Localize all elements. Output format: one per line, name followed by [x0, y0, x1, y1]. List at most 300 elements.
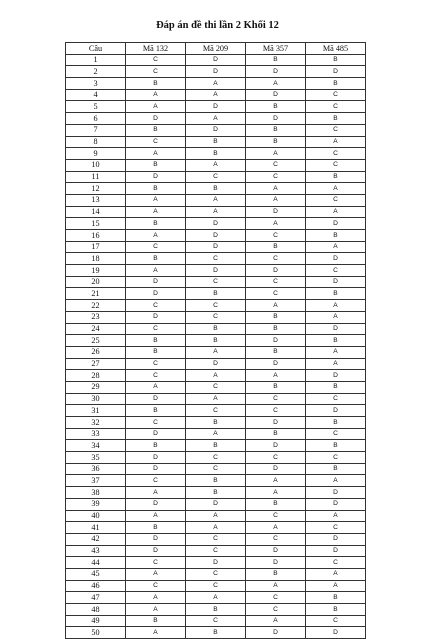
- answer-cell-code-209: C: [186, 580, 246, 592]
- answer-cell-code-132: C: [126, 417, 186, 429]
- answer-cell-code-357: A: [246, 487, 306, 499]
- question-number-cell: 2: [66, 66, 126, 78]
- question-number-cell: 5: [66, 101, 126, 113]
- answer-cell-code-485: D: [306, 487, 366, 499]
- table-row: [66, 335, 366, 347]
- answer-cell-code-209: A: [186, 346, 246, 358]
- table-row: [66, 323, 366, 335]
- answer-cell-code-357: A: [246, 580, 306, 592]
- answer-cell-code-209: D: [186, 265, 246, 277]
- answer-cell-code-209: B: [186, 417, 246, 429]
- answer-cell-code-357: B: [246, 346, 306, 358]
- answer-cell-code-209: D: [186, 230, 246, 242]
- answer-cell-code-132: B: [126, 124, 186, 136]
- answer-cell-code-209: D: [186, 54, 246, 66]
- answer-cell-code-485: C: [306, 522, 366, 534]
- answer-cell-code-357: C: [246, 592, 306, 604]
- table-row: [66, 592, 366, 604]
- table-row: [66, 452, 366, 464]
- answer-cell-code-357: C: [246, 276, 306, 288]
- answer-cell-code-485: B: [306, 335, 366, 347]
- answer-cell-code-485: B: [306, 288, 366, 300]
- answer-cell-code-485: D: [306, 323, 366, 335]
- answer-cell-code-357: A: [246, 370, 306, 382]
- question-number-cell: 33: [66, 428, 126, 440]
- answer-cell-code-209: D: [186, 101, 246, 113]
- answer-cell-code-357: B: [246, 568, 306, 580]
- table-row: [66, 78, 366, 90]
- answer-cell-code-485: B: [306, 78, 366, 90]
- question-number-cell: 48: [66, 604, 126, 616]
- answer-cell-code-132: C: [126, 557, 186, 569]
- answer-cell-code-132: D: [126, 452, 186, 464]
- answer-cell-code-132: D: [126, 288, 186, 300]
- table-row: [66, 300, 366, 312]
- answer-cell-code-132: C: [126, 66, 186, 78]
- table-row: [66, 241, 366, 253]
- answer-cell-code-132: D: [126, 171, 186, 183]
- question-number-cell: 29: [66, 381, 126, 393]
- answer-cell-code-209: A: [186, 522, 246, 534]
- column-header-code-485: Mã 485: [306, 43, 366, 55]
- question-number-cell: 38: [66, 487, 126, 499]
- answer-cell-code-357: B: [246, 428, 306, 440]
- answer-cell-code-209: A: [186, 510, 246, 522]
- answer-cell-code-357: C: [246, 604, 306, 616]
- question-number-cell: 18: [66, 253, 126, 265]
- table-row: [66, 463, 366, 475]
- table-row: [66, 393, 366, 405]
- answer-cell-code-209: C: [186, 381, 246, 393]
- answer-cell-code-209: B: [186, 288, 246, 300]
- answer-cell-code-132: D: [126, 498, 186, 510]
- answer-cell-code-485: D: [306, 66, 366, 78]
- answer-cell-code-357: D: [246, 113, 306, 125]
- table-row: [66, 370, 366, 382]
- answer-cell-code-132: A: [126, 627, 186, 639]
- answer-cell-code-209: C: [186, 452, 246, 464]
- answer-key-table: [65, 42, 366, 639]
- answer-cell-code-132: B: [126, 522, 186, 534]
- answer-cell-code-209: B: [186, 183, 246, 195]
- answer-cell-code-485: C: [306, 89, 366, 101]
- answer-cell-code-485: D: [306, 498, 366, 510]
- answer-cell-code-485: A: [306, 300, 366, 312]
- column-header-code-209: Mã 209: [186, 43, 246, 55]
- answer-cell-code-485: B: [306, 230, 366, 242]
- answer-cell-code-132: C: [126, 54, 186, 66]
- answer-cell-code-485: D: [306, 276, 366, 288]
- table-row: [66, 276, 366, 288]
- answer-cell-code-209: D: [186, 66, 246, 78]
- question-number-cell: 49: [66, 615, 126, 627]
- question-number-cell: 50: [66, 627, 126, 639]
- table-row: [66, 89, 366, 101]
- answer-cell-code-357: A: [246, 148, 306, 160]
- answer-cell-code-132: A: [126, 101, 186, 113]
- question-number-cell: 9: [66, 148, 126, 160]
- answer-cell-code-209: C: [186, 311, 246, 323]
- answer-cell-code-132: C: [126, 323, 186, 335]
- answer-cell-code-485: D: [306, 370, 366, 382]
- answer-cell-code-132: A: [126, 206, 186, 218]
- answer-cell-code-485: A: [306, 346, 366, 358]
- answer-cell-code-357: C: [246, 253, 306, 265]
- answer-cell-code-209: B: [186, 335, 246, 347]
- table-row: [66, 627, 366, 639]
- answer-cell-code-357: D: [246, 557, 306, 569]
- answer-cell-code-132: A: [126, 487, 186, 499]
- answer-cell-code-485: C: [306, 393, 366, 405]
- answer-cell-code-485: A: [306, 475, 366, 487]
- answer-cell-code-485: B: [306, 381, 366, 393]
- table-row: [66, 545, 366, 557]
- answer-cell-code-485: A: [306, 580, 366, 592]
- table-row: [66, 358, 366, 370]
- question-number-cell: 26: [66, 346, 126, 358]
- answer-cell-code-132: A: [126, 230, 186, 242]
- answer-cell-code-485: B: [306, 113, 366, 125]
- answer-cell-code-357: D: [246, 627, 306, 639]
- answer-cell-code-357: A: [246, 475, 306, 487]
- answer-cell-code-485: C: [306, 194, 366, 206]
- answer-cell-code-209: B: [186, 323, 246, 335]
- table-row: [66, 568, 366, 580]
- answer-cell-code-209: D: [186, 124, 246, 136]
- answer-cell-code-132: B: [126, 218, 186, 230]
- table-row: [66, 381, 366, 393]
- table-row: [66, 557, 366, 569]
- question-number-cell: 42: [66, 533, 126, 545]
- answer-cell-code-357: D: [246, 358, 306, 370]
- answer-cell-code-485: B: [306, 440, 366, 452]
- answer-cell-code-357: D: [246, 440, 306, 452]
- answer-cell-code-209: B: [186, 148, 246, 160]
- answer-cell-code-209: D: [186, 498, 246, 510]
- answer-cell-code-485: A: [306, 183, 366, 195]
- answer-cell-code-132: D: [126, 393, 186, 405]
- answer-cell-code-485: C: [306, 452, 366, 464]
- table-row: [66, 311, 366, 323]
- question-number-cell: 11: [66, 171, 126, 183]
- answer-cell-code-357: B: [246, 498, 306, 510]
- answer-cell-code-132: A: [126, 592, 186, 604]
- question-number-cell: 34: [66, 440, 126, 452]
- answer-cell-code-485: C: [306, 159, 366, 171]
- answer-cell-code-132: B: [126, 405, 186, 417]
- table-row: [66, 148, 366, 160]
- table-row: [66, 171, 366, 183]
- question-number-cell: 10: [66, 159, 126, 171]
- column-header-code-132: Mã 132: [126, 43, 186, 55]
- answer-cell-code-132: B: [126, 440, 186, 452]
- answer-cell-code-357: C: [246, 510, 306, 522]
- answer-cell-code-357: D: [246, 335, 306, 347]
- question-number-cell: 37: [66, 475, 126, 487]
- answer-cell-code-132: D: [126, 463, 186, 475]
- answer-cell-code-357: C: [246, 533, 306, 545]
- answer-cell-code-209: C: [186, 463, 246, 475]
- answer-cell-code-132: C: [126, 580, 186, 592]
- answer-cell-code-357: A: [246, 522, 306, 534]
- answer-cell-code-357: D: [246, 265, 306, 277]
- table-row: [66, 136, 366, 148]
- question-number-cell: 25: [66, 335, 126, 347]
- table-row: [66, 230, 366, 242]
- answer-cell-code-132: A: [126, 604, 186, 616]
- question-number-cell: 24: [66, 323, 126, 335]
- answer-cell-code-209: A: [186, 428, 246, 440]
- answer-cell-code-132: B: [126, 253, 186, 265]
- question-number-cell: 44: [66, 557, 126, 569]
- question-number-cell: 15: [66, 218, 126, 230]
- column-header-question: Câu: [66, 43, 126, 55]
- table-row: [66, 218, 366, 230]
- answer-cell-code-485: B: [306, 171, 366, 183]
- answer-cell-code-357: B: [246, 381, 306, 393]
- answer-cell-code-485: A: [306, 311, 366, 323]
- header-row: [66, 43, 366, 55]
- answer-cell-code-357: D: [246, 206, 306, 218]
- answer-cell-code-485: C: [306, 124, 366, 136]
- answer-cell-code-485: C: [306, 148, 366, 160]
- answer-cell-code-209: A: [186, 113, 246, 125]
- answer-cell-code-357: B: [246, 311, 306, 323]
- table-row: [66, 54, 366, 66]
- answer-cell-code-485: D: [306, 627, 366, 639]
- table-row: [66, 604, 366, 616]
- question-number-cell: 36: [66, 463, 126, 475]
- answer-cell-code-209: C: [186, 276, 246, 288]
- answer-cell-code-357: B: [246, 101, 306, 113]
- question-number-cell: 46: [66, 580, 126, 592]
- answer-cell-code-357: D: [246, 66, 306, 78]
- question-number-cell: 35: [66, 452, 126, 464]
- table-row: [66, 124, 366, 136]
- answer-cell-code-485: B: [306, 604, 366, 616]
- question-number-cell: 32: [66, 417, 126, 429]
- answer-cell-code-209: A: [186, 592, 246, 604]
- answer-cell-code-132: A: [126, 381, 186, 393]
- answer-cell-code-209: C: [186, 171, 246, 183]
- answer-key-table-header: [66, 43, 366, 55]
- answer-cell-code-132: C: [126, 136, 186, 148]
- table-row: [66, 522, 366, 534]
- table-row: [66, 253, 366, 265]
- answer-cell-code-209: C: [186, 615, 246, 627]
- answer-cell-code-485: B: [306, 54, 366, 66]
- question-number-cell: 43: [66, 545, 126, 557]
- answer-cell-code-132: A: [126, 568, 186, 580]
- document-title: Đáp án đề thi lần 2 Khối 12: [156, 20, 279, 31]
- answer-cell-code-357: C: [246, 405, 306, 417]
- question-number-cell: 4: [66, 89, 126, 101]
- answer-cell-code-209: B: [186, 440, 246, 452]
- answer-cell-code-357: A: [246, 300, 306, 312]
- answer-cell-code-209: A: [186, 206, 246, 218]
- question-number-cell: 45: [66, 568, 126, 580]
- table-row: [66, 346, 366, 358]
- answer-cell-code-357: C: [246, 288, 306, 300]
- table-row: [66, 428, 366, 440]
- answer-cell-code-485: A: [306, 136, 366, 148]
- question-number-cell: 12: [66, 183, 126, 195]
- table-row: [66, 183, 366, 195]
- table-row: [66, 113, 366, 125]
- answer-cell-code-132: C: [126, 241, 186, 253]
- question-number-cell: 22: [66, 300, 126, 312]
- question-number-cell: 16: [66, 230, 126, 242]
- answer-cell-code-485: D: [306, 405, 366, 417]
- answer-cell-code-357: C: [246, 171, 306, 183]
- answer-cell-code-132: D: [126, 113, 186, 125]
- question-number-cell: 1: [66, 54, 126, 66]
- answer-cell-code-485: D: [306, 253, 366, 265]
- answer-cell-code-485: B: [306, 417, 366, 429]
- answer-cell-code-132: A: [126, 148, 186, 160]
- answer-cell-code-485: D: [306, 218, 366, 230]
- answer-cell-code-132: D: [126, 276, 186, 288]
- answer-cell-code-209: C: [186, 568, 246, 580]
- answer-cell-code-132: B: [126, 335, 186, 347]
- answer-cell-code-357: B: [246, 54, 306, 66]
- answer-cell-code-209: C: [186, 253, 246, 265]
- answer-cell-code-485: C: [306, 615, 366, 627]
- answer-cell-code-357: C: [246, 159, 306, 171]
- table-row: [66, 475, 366, 487]
- answer-cell-code-209: D: [186, 557, 246, 569]
- answer-cell-code-357: D: [246, 463, 306, 475]
- table-row: [66, 440, 366, 452]
- answer-cell-code-357: D: [246, 89, 306, 101]
- table-row: [66, 510, 366, 522]
- answer-cell-code-209: C: [186, 405, 246, 417]
- answer-cell-code-209: C: [186, 545, 246, 557]
- column-header-code-357: Mã 357: [246, 43, 306, 55]
- answer-cell-code-209: B: [186, 627, 246, 639]
- table-row: [66, 533, 366, 545]
- answer-cell-code-357: D: [246, 545, 306, 557]
- table-row: [66, 194, 366, 206]
- answer-cell-code-357: B: [246, 136, 306, 148]
- answer-cell-code-209: D: [186, 358, 246, 370]
- answer-cell-code-209: A: [186, 159, 246, 171]
- answer-cell-code-357: B: [246, 323, 306, 335]
- table-row: [66, 101, 366, 113]
- answer-cell-code-357: A: [246, 194, 306, 206]
- question-number-cell: 28: [66, 370, 126, 382]
- answer-cell-code-209: C: [186, 533, 246, 545]
- table-row: [66, 159, 366, 171]
- question-number-cell: 17: [66, 241, 126, 253]
- answer-cell-code-132: B: [126, 159, 186, 171]
- answer-cell-code-209: A: [186, 393, 246, 405]
- answer-cell-code-209: D: [186, 241, 246, 253]
- answer-cell-code-209: A: [186, 89, 246, 101]
- answer-cell-code-485: A: [306, 510, 366, 522]
- answer-cell-code-485: A: [306, 241, 366, 253]
- answer-cell-code-209: A: [186, 194, 246, 206]
- answer-cell-code-209: A: [186, 78, 246, 90]
- question-number-cell: 40: [66, 510, 126, 522]
- answer-key-table-body: [66, 54, 366, 638]
- answer-cell-code-357: A: [246, 78, 306, 90]
- question-number-cell: 20: [66, 276, 126, 288]
- question-number-cell: 7: [66, 124, 126, 136]
- answer-cell-code-485: C: [306, 428, 366, 440]
- question-number-cell: 21: [66, 288, 126, 300]
- table-row: [66, 405, 366, 417]
- answer-cell-code-485: B: [306, 463, 366, 475]
- answer-cell-code-209: A: [186, 370, 246, 382]
- answer-cell-code-485: A: [306, 358, 366, 370]
- table-row: [66, 288, 366, 300]
- answer-cell-code-357: B: [246, 241, 306, 253]
- answer-cell-code-132: A: [126, 89, 186, 101]
- answer-cell-code-357: C: [246, 393, 306, 405]
- question-number-cell: 39: [66, 498, 126, 510]
- answer-cell-code-209: D: [186, 218, 246, 230]
- answer-cell-code-132: D: [126, 545, 186, 557]
- answer-cell-code-357: C: [246, 230, 306, 242]
- table-row: [66, 206, 366, 218]
- answer-cell-code-132: C: [126, 475, 186, 487]
- answer-cell-code-132: A: [126, 265, 186, 277]
- answer-cell-code-132: D: [126, 533, 186, 545]
- question-number-cell: 6: [66, 113, 126, 125]
- answer-cell-code-485: D: [306, 545, 366, 557]
- question-number-cell: 23: [66, 311, 126, 323]
- question-number-cell: 19: [66, 265, 126, 277]
- answer-cell-code-132: A: [126, 194, 186, 206]
- question-number-cell: 13: [66, 194, 126, 206]
- question-number-cell: 8: [66, 136, 126, 148]
- answer-cell-code-132: C: [126, 300, 186, 312]
- answer-cell-code-132: C: [126, 370, 186, 382]
- table-row: [66, 265, 366, 277]
- question-number-cell: 27: [66, 358, 126, 370]
- answer-cell-code-209: B: [186, 475, 246, 487]
- question-number-cell: 14: [66, 206, 126, 218]
- answer-cell-code-132: B: [126, 615, 186, 627]
- answer-cell-code-132: B: [126, 78, 186, 90]
- answer-cell-code-357: D: [246, 417, 306, 429]
- table-row: [66, 580, 366, 592]
- answer-cell-code-485: B: [306, 592, 366, 604]
- table-row: [66, 487, 366, 499]
- answer-cell-code-132: D: [126, 311, 186, 323]
- answer-cell-code-485: C: [306, 557, 366, 569]
- answer-cell-code-132: A: [126, 510, 186, 522]
- table-row: [66, 417, 366, 429]
- answer-cell-code-485: A: [306, 206, 366, 218]
- question-number-cell: 3: [66, 78, 126, 90]
- answer-cell-code-357: B: [246, 124, 306, 136]
- answer-cell-code-485: D: [306, 533, 366, 545]
- question-number-cell: 47: [66, 592, 126, 604]
- answer-cell-code-357: C: [246, 452, 306, 464]
- answer-cell-code-209: B: [186, 136, 246, 148]
- answer-cell-code-132: C: [126, 358, 186, 370]
- answer-cell-code-485: C: [306, 265, 366, 277]
- table-row: [66, 615, 366, 627]
- answer-cell-code-209: C: [186, 300, 246, 312]
- answer-cell-code-485: A: [306, 568, 366, 580]
- answer-cell-code-357: A: [246, 218, 306, 230]
- question-number-cell: 41: [66, 522, 126, 534]
- table-row: [66, 66, 366, 78]
- question-number-cell: 30: [66, 393, 126, 405]
